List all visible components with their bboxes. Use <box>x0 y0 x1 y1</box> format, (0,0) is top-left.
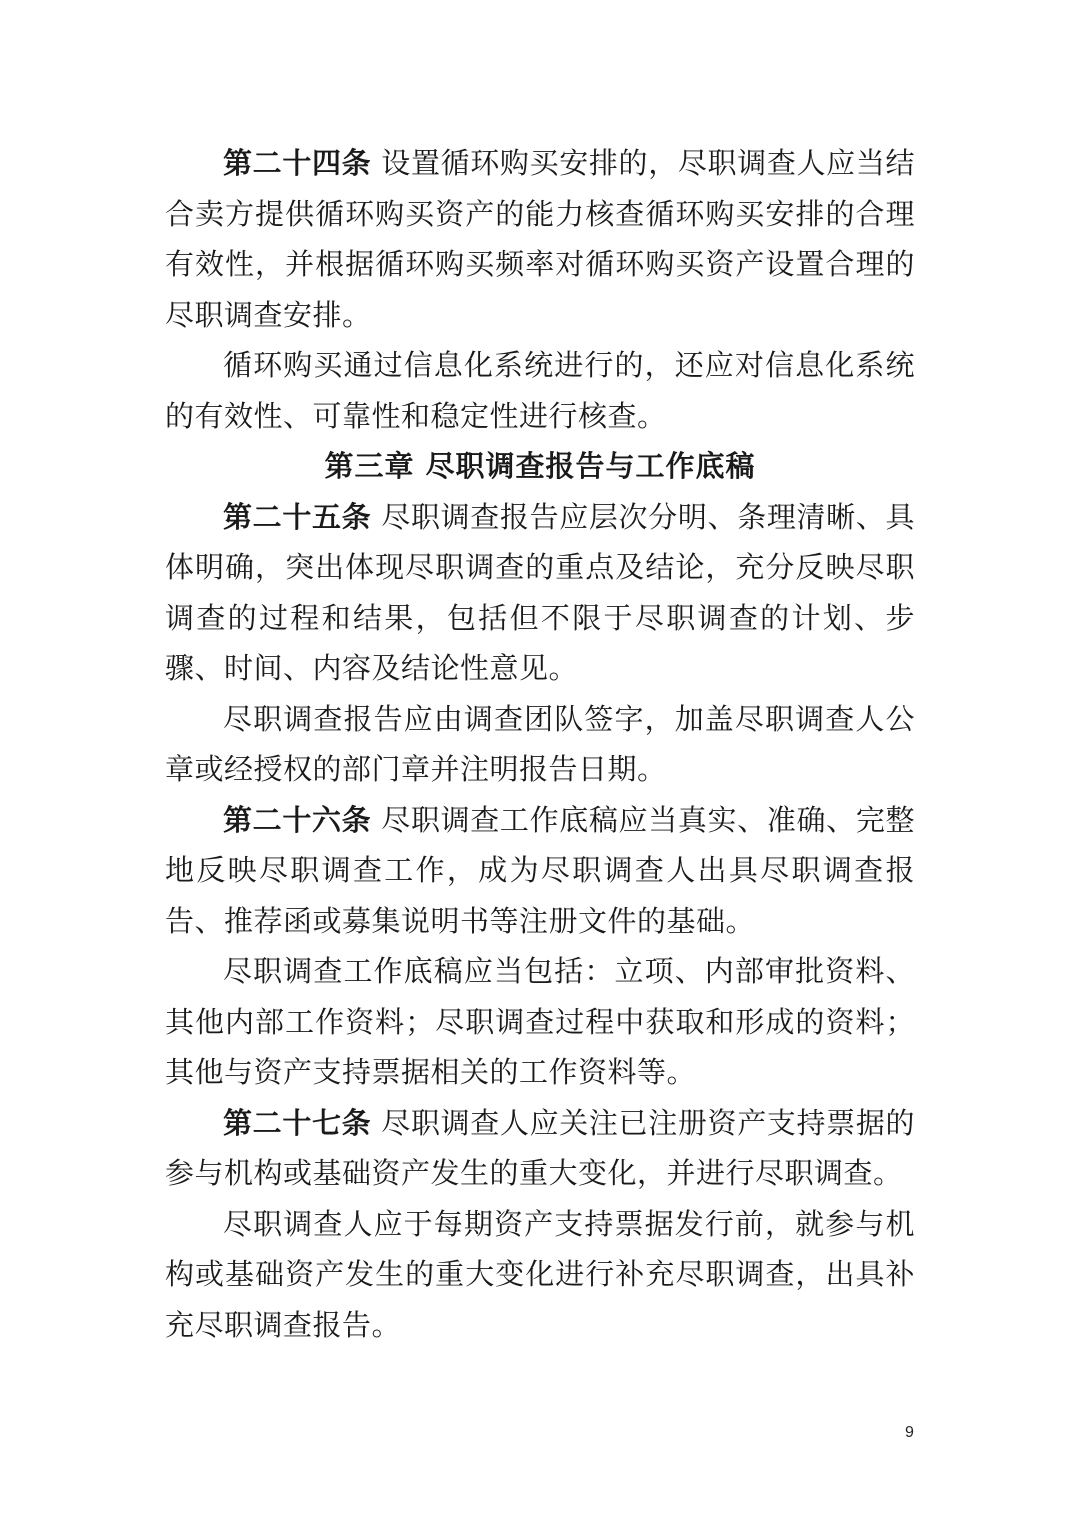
paragraph-text: 尽职调查报告应由调查团队签字，加盖尽职调查人公章或经授权的部门章并注明报告日期。 <box>165 701 915 786</box>
article-26 <box>165 795 915 947</box>
chapter-title: 第三章 尽职调查报告与工作底稿 <box>324 449 756 483</box>
paragraph-text: 尽职调查工作底稿应当包括：立项、内部审批资料、其他内部工作资料；尽职调查过程中获取和形成的资料；其他与资产支持票据相关的工作资料等。 <box>165 954 915 1089</box>
article-24 <box>165 138 915 340</box>
article-number: 第二十四条 <box>223 146 372 180</box>
paragraph-text: 循环购买通过信息化系统进行的，还应对信息化系统的有效性、可靠性和稳定性进行核查。 <box>165 348 915 433</box>
article-27 <box>165 1098 915 1199</box>
article-25 <box>165 492 915 694</box>
article-24-paragraph-2 <box>165 340 915 441</box>
article-number: 第二十五条 <box>223 499 372 534</box>
article-text: 尽职调查工作底稿应当真实、准确、完整地反映尽职调查工作，成为尽职调查人出具尽职调查报告、推荐函或募集说明书等注册文件的基础。 <box>165 802 915 938</box>
article-number: 第二十七条 <box>223 1105 372 1140</box>
article-number: 第二十六条 <box>223 802 372 837</box>
article-text: 尽职调查报告应层次分明、条理清晰、具体明确，突出体现尽职调查的重点及结论，充分反映尽职调查的过程和结果，包括但不限于尽职调查的计划、步骤、时间、内容及结论性意见。 <box>165 499 915 685</box>
article-25-paragraph-2 <box>165 694 915 795</box>
article-text: 设置循环购买安排的，尽职调查人应当结合卖方提供循环购买资产的能力核查循环购买安排的合理有效性，并根据循环购买频率对循环购买资产设置合理的尽职调查安排。 <box>165 146 915 332</box>
page-body <box>165 138 915 1350</box>
paragraph-text: 尽职调查人应于每期资产支持票据发行前，就参与机构或基础资产发生的重大变化进行补充尽职调查，出具补充尽职调查报告。 <box>165 1206 915 1342</box>
article-26-paragraph-2 <box>165 946 915 1098</box>
article-text: 尽职调查人应关注已注册资产支持票据的参与机构或基础资产发生的重大变化，并进行尽职调查。 <box>165 1105 915 1190</box>
article-27-paragraph-2 <box>165 1199 915 1351</box>
page-number: 9 <box>905 1424 914 1441</box>
